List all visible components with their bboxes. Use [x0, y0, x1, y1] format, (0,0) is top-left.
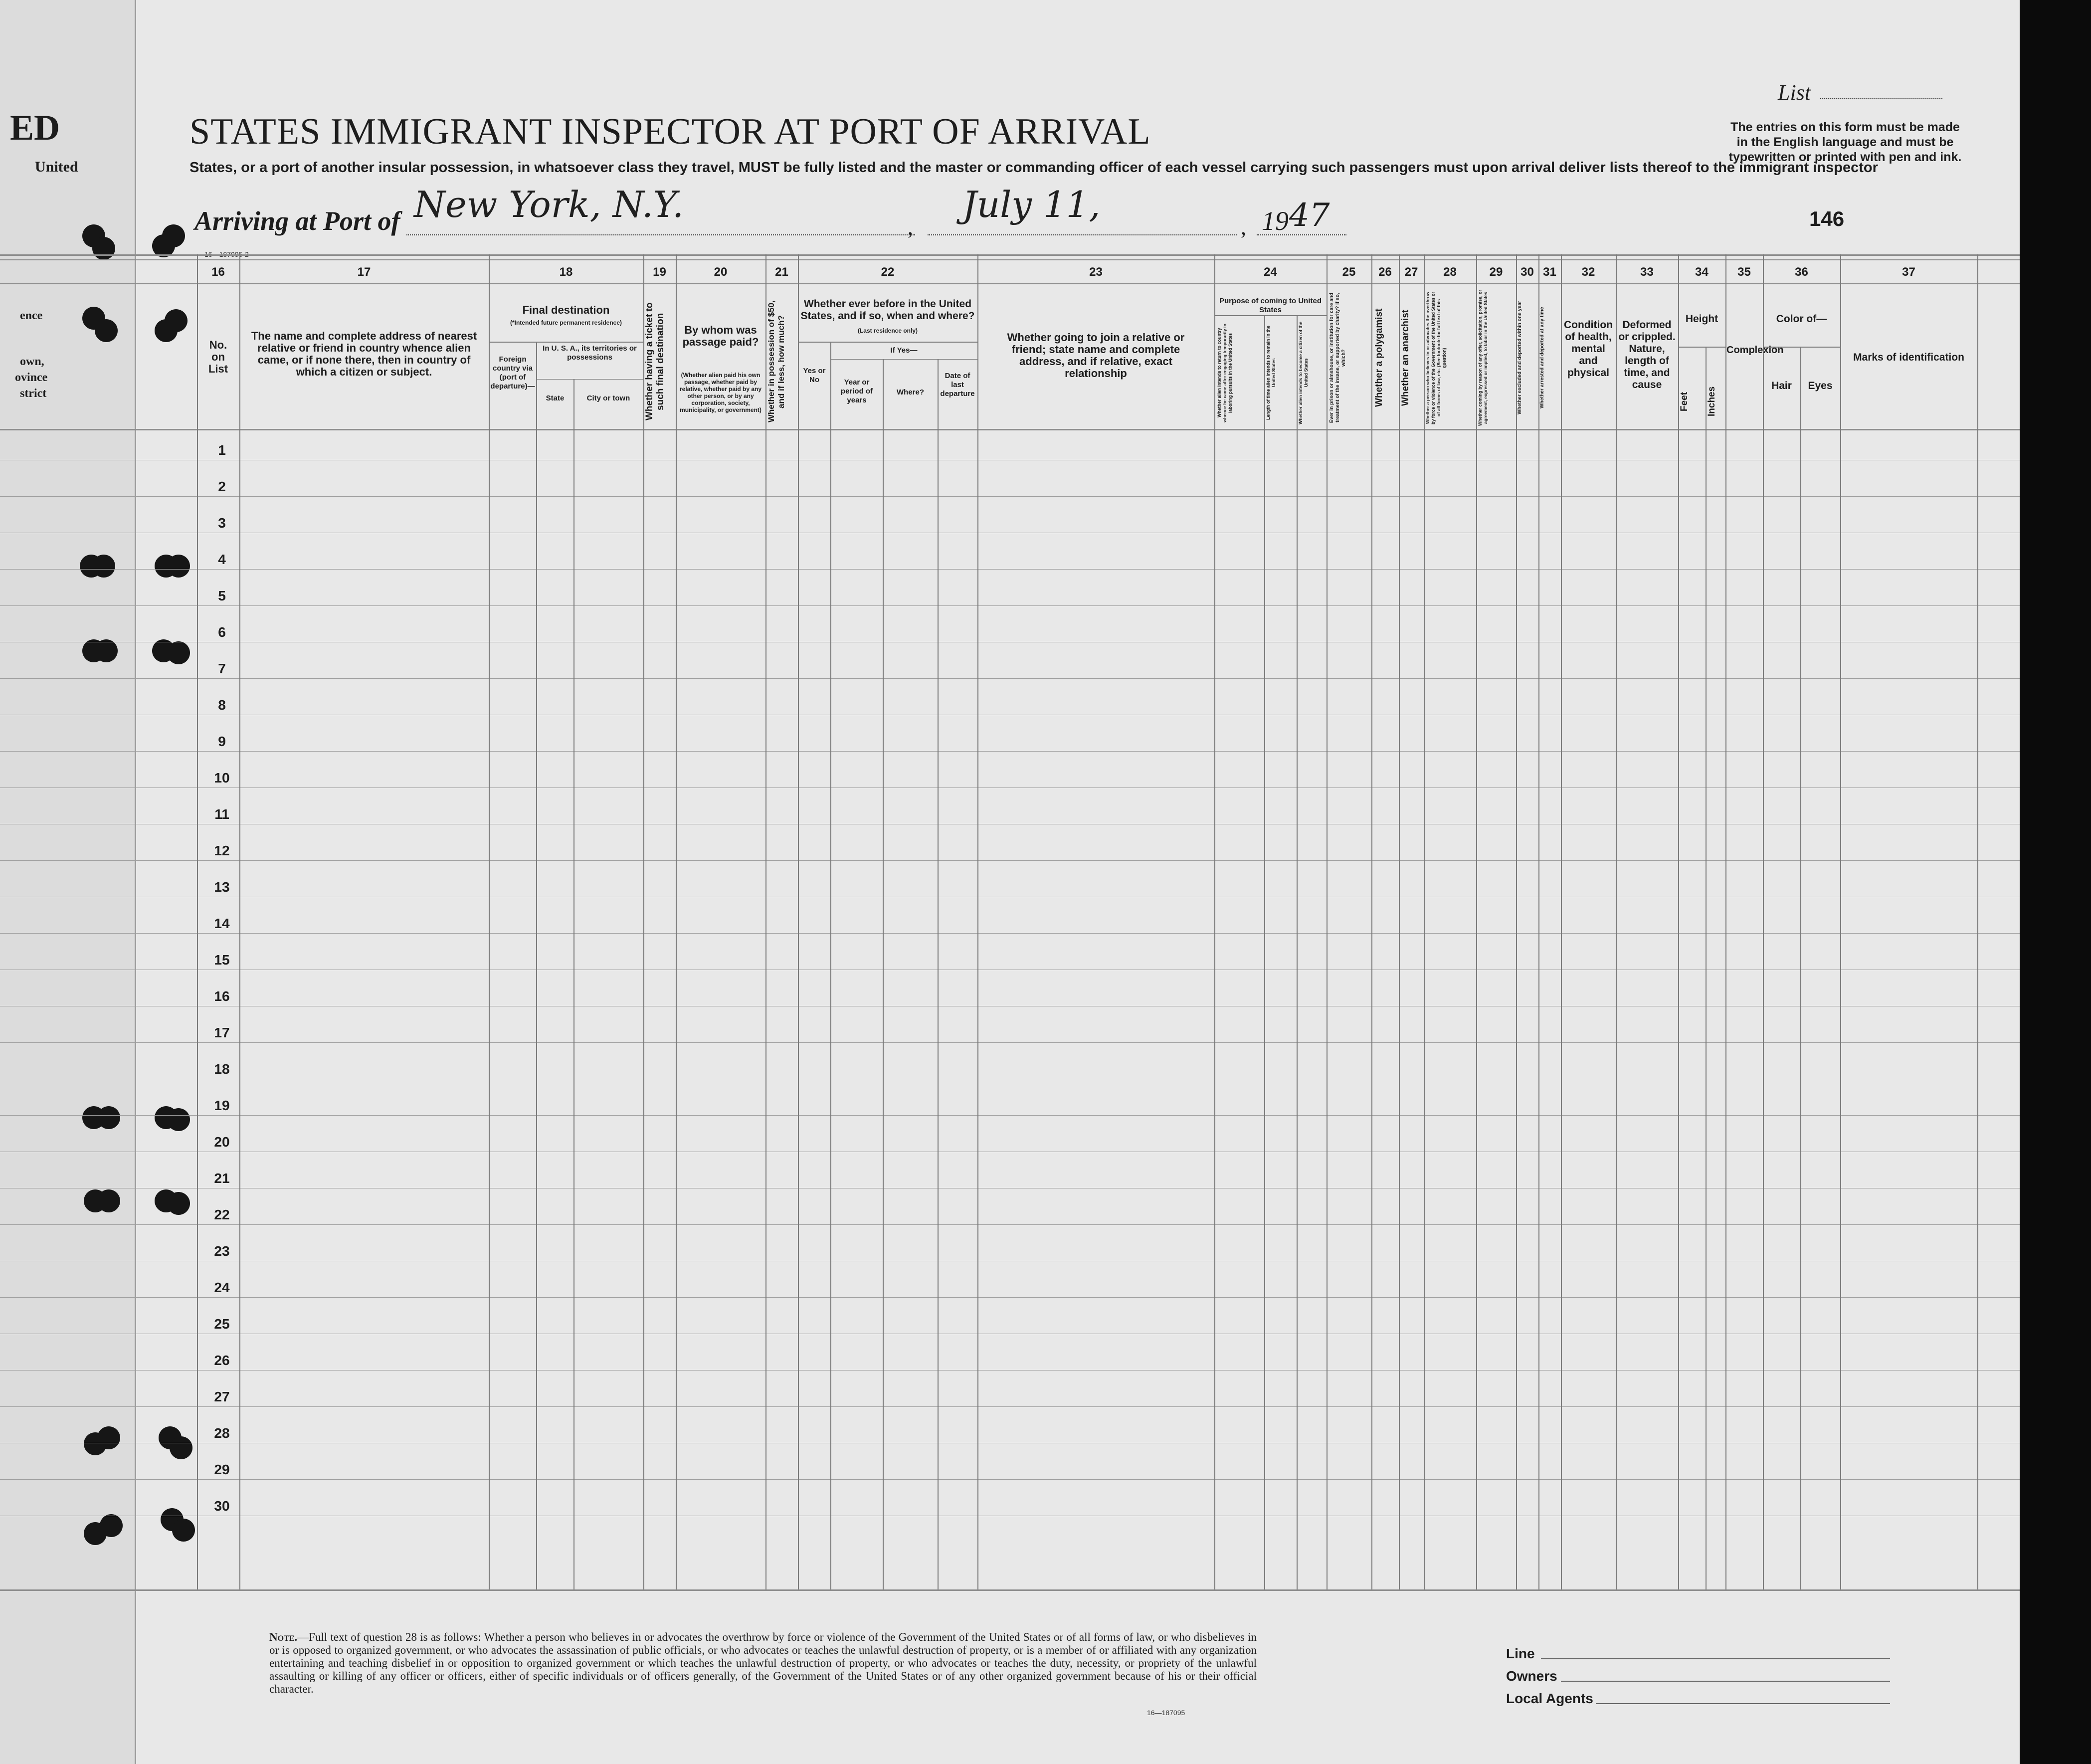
col-number: 21 [775, 265, 788, 279]
col18-usa: In U. S. A., its territories or possessions [543, 344, 637, 362]
col18-foreign: Foreign country via (port of departure)— [490, 355, 535, 391]
col-number: 29 [1489, 265, 1503, 279]
row-number: 15 [214, 952, 230, 968]
col16-header: No. on List [208, 339, 228, 375]
col22-where: Where? [896, 388, 924, 396]
col28-header: Whether a person who believes in or advocates the overthrow by force or violence of the Government of the United States or of all forms of law, etc. (See footnote for full text of this question) [1425, 291, 1447, 424]
col22-title: Whether ever before in the United States, and if so, when and where? [800, 298, 975, 322]
col-number: 17 [357, 265, 371, 279]
arriving-label: Arriving at Port of [194, 206, 400, 236]
row-line [0, 751, 2020, 752]
row-number: 8 [218, 697, 226, 713]
row-number: 30 [214, 1498, 230, 1514]
row-line [0, 1370, 2020, 1371]
row-number: 12 [214, 843, 230, 858]
strip-col-fragment-4: strict [20, 387, 47, 400]
row-number: 29 [214, 1462, 230, 1477]
row-line [0, 787, 2020, 788]
row-number: 13 [214, 879, 230, 895]
row-line [0, 1406, 2020, 1407]
footnote-code: 16—187095 [1147, 1709, 1185, 1717]
line-field[interactable] [1541, 1658, 1890, 1659]
col-divider [643, 254, 644, 1589]
col31-header: Whether arrested and deported at any time [1539, 307, 1545, 409]
col-divider [977, 254, 978, 1589]
col-divider [1214, 254, 1215, 1589]
form-instructions: The entries on this form must be made in the English language and must be typewritten or printed with pen and ink. [1728, 120, 1962, 164]
row-number: 26 [214, 1353, 230, 1368]
row-number: 22 [214, 1207, 230, 1222]
col18-title: Final destination [522, 304, 610, 316]
col-divider [489, 254, 490, 1589]
col-divider [883, 359, 884, 1589]
col-number: 23 [1089, 265, 1103, 279]
subheader-line [1214, 315, 1327, 316]
subheader-line [830, 359, 977, 360]
col25-header: Ever in prison or almshouse, or institution for care and treatment of the insane, or supported by charity? If so, which? [1329, 292, 1346, 423]
col-number: 33 [1640, 265, 1654, 279]
col-divider [1678, 254, 1679, 1589]
year-handwritten: 47 [1289, 197, 1330, 234]
subheader-line [536, 379, 643, 380]
row-number: 24 [214, 1280, 230, 1295]
owners-label: Owners [1506, 1668, 1557, 1684]
row-number: 17 [214, 1025, 230, 1040]
col24-c: Whether alien intends to become a citizen of the United States [1298, 321, 1309, 424]
col-divider [573, 379, 574, 1589]
col33-header: Deformed or crippled. Nature, length of time, and cause [1618, 319, 1676, 391]
list-number: 146 [1809, 207, 1845, 230]
row-number: 14 [214, 916, 230, 931]
col29-header: Whether coming by reason of any offer, solicitation, promise, or agreement, expressed or implied, to labor in the United States [1478, 289, 1488, 426]
row-line [0, 1224, 2020, 1225]
line-label: Line [1506, 1646, 1535, 1661]
col18-state: State [546, 394, 565, 402]
col-divider [1371, 254, 1372, 1589]
col-divider [1424, 254, 1425, 1589]
col-divider [1977, 254, 1978, 1589]
col-divider [536, 342, 537, 1589]
col27-header: Whether an anarchist [1400, 309, 1411, 406]
col37-header: Marks of identification [1853, 352, 1964, 363]
col-divider [1476, 254, 1477, 1589]
col22-date: Date of last departure [940, 372, 975, 398]
form-subtitle: States, or a port of another insular possession, in whatsoever class they travel, MUST be fully listed and the master or commanding officer of each vessel carrying such passengers must upon arrival deliver lists thereof to the immigrant inspector [190, 160, 1878, 176]
col-divider [830, 342, 831, 1589]
col21-header: Whether in possession of $50, and if less, how much? [766, 300, 786, 423]
col18-sub: (*Intended future permanent residence) [510, 319, 622, 326]
col-number: 28 [1443, 265, 1457, 279]
col-divider [1297, 315, 1298, 1589]
row-number: 23 [214, 1243, 230, 1259]
row-number: 20 [214, 1134, 230, 1150]
col24-b: Length of time alien intends to remain in the United States [1266, 326, 1276, 420]
col-divider [798, 254, 799, 1589]
col-divider [1763, 254, 1764, 1589]
col-divider [1561, 254, 1562, 1589]
row-number: 9 [218, 734, 226, 749]
local-agents-label: Local Agents [1506, 1691, 1593, 1706]
col22-ifyes: If Yes— [890, 346, 918, 355]
col-number: 27 [1404, 265, 1418, 279]
date-handwritten: July 11, [962, 184, 1101, 225]
row-line [0, 1479, 2020, 1480]
row-number: 10 [214, 770, 230, 785]
col-number: 18 [559, 265, 573, 279]
col-divider [1399, 254, 1400, 1589]
grid-top-line [0, 254, 2020, 256]
col-divider [1706, 347, 1707, 1589]
col20-sub: (Whether alien paid his own passage, whether paid by relative, whether paid by any other person, or by any corporation, society, municipality, or government) [679, 372, 762, 413]
col24-a: Whether alien intends to return to country whence he came after engaging temporarily in laboring pursuits in the United States [1217, 323, 1233, 422]
col-number: 37 [1902, 265, 1915, 279]
col-number: 26 [1378, 265, 1392, 279]
col-divider [239, 254, 240, 1589]
list-label: List [1778, 80, 1811, 105]
row-number: 6 [218, 624, 226, 640]
form-code: 16—187095-2 [204, 250, 249, 258]
grid-top-line-2 [0, 259, 2020, 260]
row-number: 18 [214, 1061, 230, 1077]
col36-title: Color of— [1776, 313, 1827, 325]
row-number: 5 [218, 588, 226, 603]
header-number-line [0, 283, 2020, 284]
col30-header: Whether excluded and deported within one year [1517, 301, 1522, 415]
col34-inches: Inches [1707, 386, 1717, 417]
col-number: 30 [1521, 265, 1534, 279]
col-number: 32 [1581, 265, 1595, 279]
col-number: 16 [211, 265, 225, 279]
row-line [0, 496, 2020, 497]
separator-comma-2: , [1241, 215, 1246, 239]
subheader-line [798, 342, 977, 343]
row-line [0, 1297, 2020, 1298]
row-line [0, 605, 2020, 606]
col-number: 34 [1695, 265, 1709, 279]
col-number: 25 [1342, 265, 1356, 279]
row-number: 3 [218, 515, 226, 531]
row-line [0, 569, 2020, 570]
row-number: 4 [218, 552, 226, 567]
col36-hair: Hair [1771, 380, 1792, 392]
col22-yesno: Yes or No [803, 367, 826, 384]
col-number: 35 [1737, 265, 1751, 279]
col-divider [1725, 254, 1726, 1589]
owners-field[interactable] [1561, 1681, 1890, 1682]
row-number: 27 [214, 1389, 230, 1404]
col22-sub: (Last residence only) [857, 327, 918, 334]
col-divider [1516, 254, 1517, 1589]
col-divider [765, 254, 766, 1589]
port-handwritten: New York, N.Y. [414, 184, 684, 225]
row-line [0, 860, 2020, 861]
col26-header: Whether a polygamist [1374, 308, 1384, 407]
col34-feet: Feet [1679, 392, 1690, 411]
row-number: 2 [218, 479, 226, 494]
col18-city: City or town [586, 394, 630, 402]
row-line [0, 933, 2020, 934]
year-printed: 19 [1262, 206, 1289, 236]
row-number: 19 [214, 1098, 230, 1113]
header-bottom-line [0, 429, 2020, 430]
row-line [0, 1042, 2020, 1043]
row-line [0, 678, 2020, 679]
col-divider [1327, 254, 1328, 1589]
col-number: 19 [653, 265, 666, 279]
col-divider [1538, 254, 1539, 1589]
form-title: STATES IMMIGRANT INSPECTOR AT PORT OF ARRIVAL [190, 111, 1151, 152]
local-agents-field[interactable] [1596, 1703, 1890, 1704]
col34-title: Height [1685, 313, 1718, 325]
row-number: 16 [214, 988, 230, 1004]
row-number: 25 [214, 1316, 230, 1332]
strip-col-fragment-3: ovince [15, 371, 48, 384]
col-divider [197, 254, 198, 1589]
col24-title: Purpose of coming to United States [1219, 297, 1322, 314]
col-divider [1840, 254, 1841, 1589]
col32-header: Condition of health, mental and physical [1564, 319, 1613, 379]
col-divider [1264, 315, 1265, 1589]
col20-title: By whom was passage paid? [682, 324, 759, 348]
footnote-text: —Full text of question 28 is as follows: Whether a person who believes in or advocates the overthrow by force or violence of the Government of the United States or of all forms of law, or who disbelieves in or is opposed to organized government, or who advocates the assassination of public officials, or who advocates or teaches the unlawful destruction of property, or is a member of or affiliated with any organization entertaining and teaching disbelief in or opposition to organized government or which teaches the unlawful destruction of property, or who advocates or teaches the duty, necessity, or propriety of the unlawful assaulting or killing of any officer or officers, either of specific individuals or of officers generally, of the Government of the United States or of any other organized government because of his or their official character. [269, 1631, 1257, 1695]
row-number: 11 [214, 806, 229, 822]
col-divider [1800, 347, 1801, 1589]
row-line [0, 1115, 2020, 1116]
col19-header: Whether having a ticket to such final destination [644, 302, 666, 421]
col-number: 20 [714, 265, 728, 279]
col17-header: The name and complete address of nearest relative or friend in country whence alien came, or if none there, then in country of which a citizen or subject. [251, 330, 477, 378]
row-number: 21 [214, 1171, 230, 1186]
strip-sub-fragment: United [35, 159, 78, 175]
footnote [269, 1631, 1257, 1696]
subheader-line [1678, 347, 1725, 348]
row-number: 7 [218, 661, 226, 676]
row-number: 1 [218, 442, 226, 458]
col-number: 22 [881, 265, 895, 279]
row-number: 28 [214, 1425, 230, 1441]
col-number: 36 [1795, 265, 1808, 279]
col-divider [1616, 254, 1617, 1589]
col-divider [676, 254, 677, 1589]
col36-eyes: Eyes [1808, 380, 1833, 392]
grid-bottom-line [0, 1589, 2020, 1591]
col23-header: Whether going to join a relative or friend; state name and complete address, and if relative, exact relationship [1007, 331, 1185, 380]
subheader-line [489, 342, 643, 343]
col-number: 31 [1543, 265, 1556, 279]
col-number: 24 [1264, 265, 1277, 279]
strip-col-fragment: ence [20, 309, 43, 322]
col22-year: Year or period of years [840, 378, 873, 404]
separator-comma: , [908, 215, 913, 239]
col-divider [938, 359, 939, 1589]
strip-title-fragment: ED [10, 108, 60, 148]
col35-header: Complexion [1726, 345, 1784, 356]
strip-col-fragment-2: own, [20, 355, 44, 368]
footnote-label: Note. [269, 1631, 298, 1643]
